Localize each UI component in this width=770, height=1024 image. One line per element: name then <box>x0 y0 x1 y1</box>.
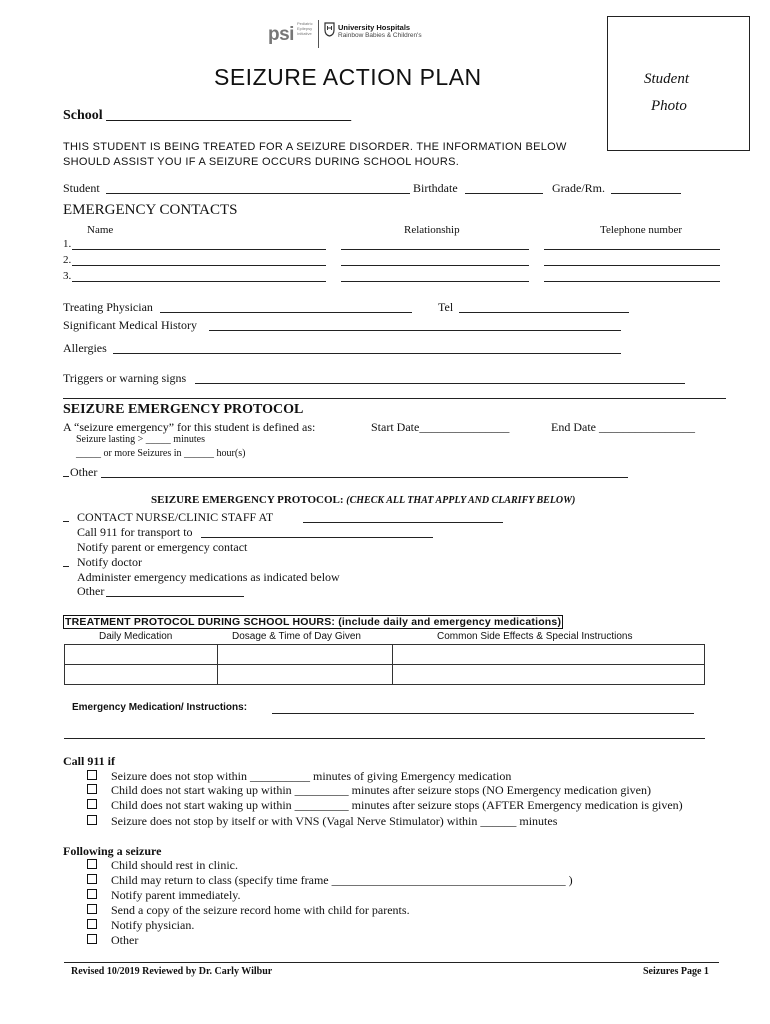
call911-item-1[interactable] <box>87 769 511 784</box>
emergency-contacts-heading: EMERGENCY CONTACTS <box>63 202 238 218</box>
other-check-mark[interactable] <box>63 476 69 477</box>
contact-3-phone[interactable] <box>544 281 720 282</box>
checkbox[interactable] <box>87 904 97 914</box>
psi-sub-3: Initiative <box>297 31 312 36</box>
page-title: SEIZURE ACTION PLAN <box>214 64 482 90</box>
following-item-2[interactable] <box>87 873 573 888</box>
table-row <box>65 665 705 685</box>
following-item-3[interactable] <box>87 888 241 903</box>
contact-1-phone[interactable] <box>544 249 720 250</box>
contact-2-relationship[interactable] <box>341 265 529 266</box>
emergency-med-line-2[interactable] <box>64 738 705 739</box>
following-item-2-text: Child may return to class (specify time frame _______________________________________ ) <box>111 873 573 887</box>
tel-label: Tel <box>438 300 454 314</box>
more-seizures-field[interactable]: _____ or more Seizures in ______ hour(s) <box>76 448 246 459</box>
checkbox[interactable] <box>87 859 97 869</box>
treatment-heading: TREATMENT PROTOCOL DURING SCHOOL HOURS: (include daily and emergency medications) <box>65 616 562 628</box>
student-label: Student <box>63 181 100 195</box>
contact-2-phone[interactable] <box>544 265 720 266</box>
protocol-subheading-text: SEIZURE EMERGENCY PROTOCOL: <box>151 494 344 506</box>
school-field[interactable]: School ___________________________________ <box>63 108 352 123</box>
col-side-effects: Common Side Effects & Special Instructions <box>437 631 633 642</box>
protocol-subheading-note: (CHECK ALL THAT APPLY AND CLARIFY BELOW) <box>346 495 576 506</box>
call911-item-4[interactable] <box>87 814 557 829</box>
psi-logo <box>268 24 294 46</box>
triggers-line[interactable] <box>195 383 685 384</box>
contact-3-relationship[interactable] <box>341 281 529 282</box>
uh-shield-icon <box>324 22 335 42</box>
student-line[interactable] <box>106 193 410 194</box>
photo-label-student: Student <box>644 71 689 87</box>
medical-history-line[interactable] <box>209 330 621 331</box>
intro-line-2: SHOULD ASSIST YOU IF A SEIZURE OCCURS DURING SCHOOL HOURS. <box>63 156 460 168</box>
treating-physician-line[interactable] <box>160 312 412 313</box>
call911-heading: Call 911 if <box>63 754 116 768</box>
contact-row-num-1: 1. <box>63 238 72 250</box>
contact-3-name[interactable] <box>72 281 326 282</box>
psi-logo-text: psi <box>268 24 294 45</box>
footer-revised: Revised 10/2019 Reviewed by Dr. Carly Wilbur <box>71 966 273 977</box>
table-cell[interactable] <box>218 645 393 665</box>
contact-2-name[interactable] <box>72 265 326 266</box>
call911-item-1-text: Seizure does not stop within __________ minutes of giving Emergency medication <box>111 769 512 783</box>
protocol-other-line[interactable] <box>106 596 244 597</box>
medication-table <box>64 644 705 685</box>
allergies-label: Allergies <box>63 341 107 355</box>
contact-nurse-item: CONTACT NURSE/CLINIC STAFF AT <box>77 510 274 524</box>
notify-doctor-item: Notify doctor <box>77 555 142 569</box>
triggers-label: Triggers or warning signs <box>63 371 187 385</box>
emergency-med-label: Emergency Medication/ Instructions: <box>72 702 248 713</box>
call911-item-3-text: Child does not start waking up within _________ minutes after seizure stops (AFTER Emergency medication is given) <box>111 798 683 812</box>
grade-label: Grade/Rm. <box>552 181 605 195</box>
checkbox[interactable] <box>87 919 97 929</box>
call911-item-4-text: Seizure does not stop by itself or with VNS (Vagal Nerve Stimulator) within ______ minutes <box>111 814 558 828</box>
seizure-lasting-field[interactable]: Seizure lasting > _____ minutes <box>76 434 205 445</box>
grade-line[interactable] <box>611 193 681 194</box>
checkbox[interactable] <box>87 889 97 899</box>
following-item-1[interactable] <box>87 858 238 873</box>
following-item-5-text: Notify physician. <box>111 918 195 932</box>
table-cell[interactable] <box>218 665 393 685</box>
tel-line[interactable] <box>459 312 629 313</box>
photo-label-photo: Photo <box>651 98 687 114</box>
following-item-6-text: Other <box>111 933 139 947</box>
footer-page: Seizures Page 1 <box>643 966 709 977</box>
birthdate-label: Birthdate <box>413 181 458 195</box>
checkbox[interactable] <box>87 799 97 809</box>
protocol-heading: SEIZURE EMERGENCY PROTOCOL <box>63 402 304 417</box>
col-daily-medication: Daily Medication <box>99 631 173 642</box>
col-name-label: Name <box>87 224 114 236</box>
checkbox[interactable] <box>87 934 97 944</box>
checkbox[interactable] <box>87 815 97 825</box>
table-cell[interactable] <box>65 645 218 665</box>
nurse-check-mark[interactable] <box>63 521 69 522</box>
contact-row-num-3: 3. <box>63 270 72 282</box>
col-phone-label: Telephone number <box>600 224 683 236</box>
call911-transport-line[interactable] <box>201 537 433 538</box>
psi-sub-2: Epilepsy <box>297 26 313 31</box>
start-date-field[interactable]: Start Date_______________ <box>371 420 510 434</box>
protocol-subheading <box>151 494 575 506</box>
uh-logo-line2: Rainbow Babies & Children's <box>338 32 422 39</box>
protocol-other-item: Other <box>77 584 105 598</box>
checkbox[interactable] <box>87 784 97 794</box>
call911-item-2[interactable] <box>87 783 651 798</box>
table-row <box>65 645 705 665</box>
following-item-5[interactable] <box>87 918 194 933</box>
call911-item-3[interactable] <box>87 798 683 813</box>
col-dosage-time: Dosage & Time of Day Given <box>232 631 361 642</box>
contact-1-relationship[interactable] <box>341 249 529 250</box>
psi-sub-1: Pediatric <box>297 21 313 26</box>
emergency-med-line-1[interactable] <box>272 713 694 714</box>
table-cell[interactable] <box>393 645 705 665</box>
following-item-1-text: Child should rest in clinic. <box>111 858 238 872</box>
following-item-6[interactable] <box>87 933 138 948</box>
medical-history-label: Significant Medical History <box>63 318 197 332</box>
other-line[interactable] <box>101 477 628 478</box>
contact-1-name[interactable] <box>72 249 326 250</box>
table-cell[interactable] <box>393 665 705 685</box>
following-item-4-text: Send a copy of the seizure record home with child for parents. <box>111 903 410 917</box>
notify-parent-item: Notify parent or emergency contact <box>77 540 248 554</box>
administer-meds-item: Administer emergency medications as indicated below <box>77 570 340 584</box>
logo-divider <box>318 20 319 48</box>
table-cell[interactable] <box>65 665 218 685</box>
treating-physician-label: Treating Physician <box>63 300 153 314</box>
uh-logo-text <box>338 24 422 40</box>
following-item-4[interactable] <box>87 903 410 918</box>
psi-logo-subtext <box>297 21 313 36</box>
other-label: Other <box>70 465 98 479</box>
end-date-field[interactable]: End Date ________________ <box>551 420 695 434</box>
call911-item-2-text: Child does not start waking up within _________ minutes after seizure stops (NO Emergency medication given) <box>111 783 652 797</box>
doctor-check-mark[interactable] <box>63 566 69 567</box>
section-divider <box>63 398 726 399</box>
checkbox[interactable] <box>87 770 97 780</box>
contact-row-num-2: 2. <box>63 254 72 266</box>
emergency-defined-label: A “seizure emergency” for this student is defined as: <box>63 420 316 434</box>
checkbox[interactable] <box>87 874 97 884</box>
allergies-line[interactable] <box>113 353 621 354</box>
following-item-3-text: Notify parent immediately. <box>111 888 241 902</box>
col-relationship-label: Relationship <box>404 224 460 236</box>
following-heading: Following a seizure <box>63 844 162 858</box>
birthdate-line[interactable] <box>465 193 543 194</box>
contact-nurse-line[interactable] <box>303 522 503 523</box>
call911-transport-item: Call 911 for transport to <box>77 525 193 539</box>
intro-line-1: THIS STUDENT IS BEING TREATED FOR A SEIZURE DISORDER. THE INFORMATION BELOW <box>63 141 567 153</box>
footer-divider <box>64 962 719 963</box>
uh-logo-line1: University Hospitals <box>338 23 411 32</box>
